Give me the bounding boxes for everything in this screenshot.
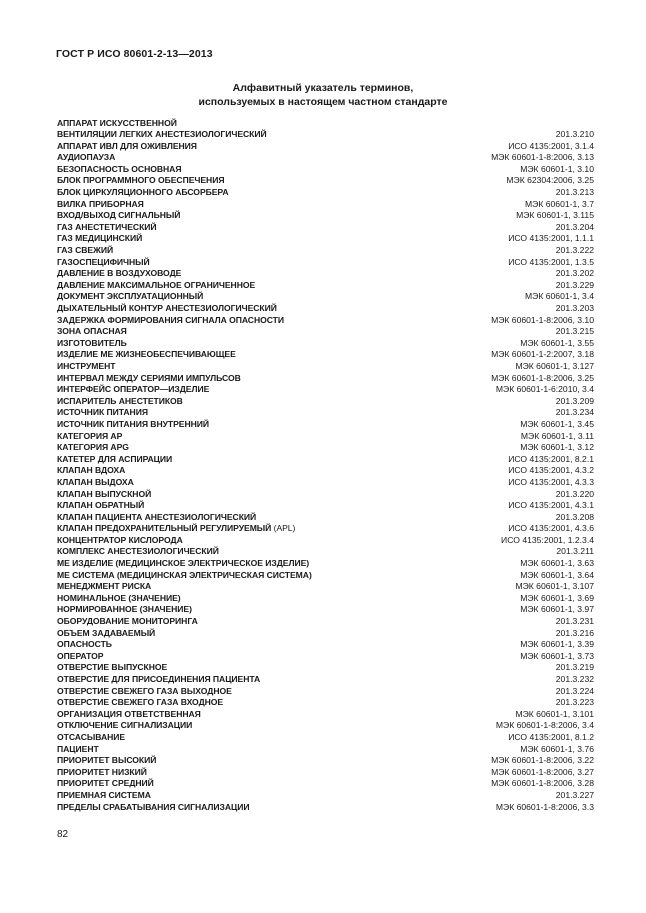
index-term bbox=[57, 767, 147, 779]
index-term bbox=[57, 373, 241, 385]
index-title bbox=[0, 81, 646, 109]
index-reference: МЭК 60601-1, 3.69 bbox=[520, 592, 594, 603]
index-reference: МЭК 60601-1-8:2006, 3.13 bbox=[491, 152, 594, 163]
index-entry bbox=[57, 604, 594, 616]
index-term-text: ДАВЛЕНИЕ В ВОЗДУХОВОДЕ bbox=[57, 268, 182, 279]
index-reference: МЭК 60601-1, 3.101 bbox=[515, 708, 594, 719]
index-entry bbox=[57, 523, 594, 535]
index-entry bbox=[57, 744, 594, 756]
index-term bbox=[57, 303, 277, 315]
index-term-text: ОТВЕРСТИЕ ДЛЯ ПРИСОЕДИНЕНИЯ ПАЦИЕНТА bbox=[57, 674, 261, 684]
index-entry bbox=[57, 419, 594, 431]
index-reference: МЭК 60601-1-8:2006, 3.3 bbox=[495, 801, 594, 812]
index-entry bbox=[57, 790, 594, 802]
index-term-text: ЗАДЕРЖКА ФОРМИРОВАНИЯ СИГНАЛА ОПАСНОСТИ bbox=[57, 314, 285, 325]
index-reference: МЭК 60601-1-8:2006, 3.10 bbox=[491, 314, 594, 325]
index-reference: МЭК 62304:2006, 3.25 bbox=[506, 175, 594, 186]
index-term bbox=[57, 129, 267, 141]
index-reference: 201.3.223 bbox=[555, 697, 594, 708]
index-term-text: ОРГАНИЗАЦИЯ ОТВЕТСТВЕННАЯ bbox=[57, 708, 201, 719]
index-reference: 201.3.219 bbox=[555, 662, 594, 673]
index-reference: 201.3.222 bbox=[555, 245, 594, 256]
index-term-text: ИЗДЕЛИЕ МЕ ЖИЗНЕОБЕСПЕЧИВАЮЩЕЕ bbox=[57, 349, 236, 360]
index-reference: ИСО 4135:2001, 1.2.3.4 bbox=[501, 534, 594, 545]
index-reference: 201.3.203 bbox=[555, 303, 594, 313]
index-entry bbox=[57, 709, 594, 721]
index-term-text: МЕНЕДЖМЕНТ РИСКА bbox=[57, 581, 152, 592]
index-term-text: АППАРАТ ИСКУССТВЕННОЙ bbox=[57, 117, 177, 128]
index-term bbox=[57, 802, 250, 814]
index-reference: 201.3.209 bbox=[555, 395, 594, 406]
index-reference: ИСО 4135:2001, 1.1.1 bbox=[508, 233, 594, 244]
index-title-line-2: используемых в настоящем частном стандарте bbox=[198, 96, 448, 108]
index-term bbox=[57, 744, 99, 756]
index-term-text: ИСТОЧНИК ПИТАНИЯ bbox=[57, 407, 148, 418]
index-term bbox=[57, 233, 142, 245]
index-term bbox=[57, 152, 115, 164]
index-term bbox=[57, 141, 197, 153]
index-term bbox=[57, 384, 209, 396]
index-entry bbox=[57, 257, 594, 269]
index-term bbox=[57, 593, 181, 605]
index-reference: 201.3.232 bbox=[555, 674, 594, 684]
index-term bbox=[57, 616, 198, 628]
index-reference: ИСО 4135:2001, 4.3.6 bbox=[508, 523, 594, 534]
index-term bbox=[57, 454, 172, 466]
index-term-text: ОТВЕРСТИЕ ВЫПУСКНОЕ bbox=[57, 662, 168, 673]
index-reference: МЭК 60601-1, 3.107 bbox=[515, 581, 594, 592]
index-reference: МЭК 60601-1-2:2007, 3.18 bbox=[491, 349, 594, 360]
index-term bbox=[57, 199, 144, 211]
index-entry bbox=[57, 199, 594, 211]
index-entry bbox=[57, 767, 594, 779]
index-term-text: ИСПАРИТЕЛЬ АНЕСТЕТИКОВ bbox=[57, 395, 183, 406]
index-term bbox=[57, 210, 180, 222]
index-entry bbox=[57, 697, 594, 709]
index-term-text: ИСТОЧНИК ПИТАНИЯ ВНУТРЕННИЙ bbox=[57, 418, 210, 429]
index-term bbox=[57, 523, 295, 535]
index-term-text: ВХОД/ВЫХОД СИГНАЛЬНЫЙ bbox=[57, 210, 181, 221]
index-term-text: БЛОК ПРОГРАММНОГО ОБЕСПЕЧЕНИЯ bbox=[57, 175, 225, 186]
index-term-text: ГАЗ МЕДИЦИНСКИЙ bbox=[57, 233, 143, 244]
index-term-text: КЛАПАН ОБРАТНЫЙ bbox=[57, 500, 145, 511]
index-term bbox=[57, 546, 219, 558]
index-term bbox=[57, 431, 122, 443]
index-term bbox=[57, 732, 125, 744]
index-term-text: НОМИНАЛЬНОЕ (ЗНАЧЕНИЕ) bbox=[57, 592, 181, 603]
index-term bbox=[57, 291, 203, 303]
index-reference: МЭК 60601-1, 3.64 bbox=[520, 569, 594, 580]
index-entry bbox=[57, 755, 594, 767]
index-reference: 201.3.216 bbox=[555, 627, 594, 638]
index-entry bbox=[57, 512, 594, 524]
index-term bbox=[57, 720, 192, 732]
index-reference: 201.3.211 bbox=[556, 546, 594, 557]
index-term-text: ПРЕДЕЛЫ СРАБАТЫВАНИЯ СИГНАЛИЗАЦИИ bbox=[57, 801, 250, 812]
index-term bbox=[57, 442, 129, 454]
index-reference: МЭК 60601-1-8:2006, 3.4 bbox=[495, 720, 594, 731]
index-entry bbox=[57, 175, 594, 187]
index-term bbox=[57, 755, 156, 767]
index-term bbox=[57, 407, 148, 419]
index-reference: 201.3.210 bbox=[555, 129, 594, 140]
index-entry bbox=[57, 778, 594, 790]
index-reference: 201.3.227 bbox=[555, 789, 594, 800]
index-term bbox=[57, 361, 115, 373]
index-reference: МЭК 60601-1, 3.63 bbox=[520, 558, 594, 569]
index-reference: МЭК 60601-1-8:2006, 3.25 bbox=[491, 372, 594, 383]
index-term bbox=[57, 477, 134, 489]
index-term bbox=[57, 175, 224, 187]
index-term bbox=[57, 500, 144, 512]
index-term-text: ГАЗ АНЕСТЕТИЧЕСКИЙ bbox=[57, 221, 157, 232]
index-reference: ИСО 4135:2001, 4.3.1 bbox=[508, 500, 594, 511]
index-term-text: НОРМИРОВАННОЕ (ЗНАЧЕНИЕ) bbox=[57, 604, 192, 615]
index-term-text: КОМПЛЕКС АНЕСТЕЗИОЛОГИЧЕСКИЙ bbox=[57, 546, 219, 557]
index-entry bbox=[57, 662, 594, 674]
index-entry bbox=[57, 361, 594, 373]
index-term-text: КАТЕТЕР ДЛЯ АСПИРАЦИИ bbox=[57, 453, 173, 464]
index-entry bbox=[57, 222, 594, 234]
index-reference: МЭК 60601-1, 3.11 bbox=[520, 430, 594, 441]
index-entry bbox=[57, 338, 594, 350]
index-entry bbox=[57, 303, 594, 315]
index-entry bbox=[57, 593, 594, 605]
index-entry bbox=[57, 384, 594, 396]
index-term bbox=[57, 118, 177, 130]
index-term bbox=[57, 535, 183, 547]
index-reference: ИСО 4135:2001, 3.1.4 bbox=[508, 140, 594, 151]
index-reference: МЭК 60601-1, 3.10 bbox=[520, 163, 594, 174]
index-term bbox=[57, 338, 127, 350]
index-entry bbox=[57, 129, 594, 141]
index-entry bbox=[57, 268, 594, 280]
index-term-text: КАТЕГОРИЯ АР bbox=[57, 430, 123, 441]
index-entry bbox=[57, 732, 594, 744]
index-entry bbox=[57, 152, 594, 164]
index-reference: МЭК 60601-1, 3.127 bbox=[515, 360, 594, 371]
index-term bbox=[57, 257, 150, 269]
index-term bbox=[57, 628, 155, 640]
index-reference: ИСО 4135:2001, 4.3.3 bbox=[508, 476, 594, 487]
index-entry bbox=[57, 245, 594, 257]
index-entry bbox=[57, 326, 594, 338]
index-term-text: ГАЗ СВЕЖИЙ bbox=[57, 245, 114, 256]
index-reference: 201.3.234 bbox=[555, 407, 594, 418]
index-term-text: ДЫХАТЕЛЬНЫЙ КОНТУР АНЕСТЕЗИОЛОГИЧЕСКИЙ bbox=[57, 303, 277, 313]
index-entry bbox=[57, 651, 594, 663]
index-entry bbox=[57, 454, 594, 466]
index-term-text: ИНТЕРФЕЙС ОПЕРАТОР—ИЗДЕЛИЕ bbox=[57, 384, 210, 395]
index-entry bbox=[57, 570, 594, 582]
index-reference: 201.3.224 bbox=[555, 685, 594, 696]
index-term-text: КЛАПАН ПАЦИЕНТА АНЕСТЕЗИОЛОГИЧЕСКИЙ bbox=[57, 511, 257, 522]
index-term-text: ПРИЕМНАЯ СИСТЕМА bbox=[57, 789, 151, 800]
index-entry bbox=[57, 465, 594, 477]
index-term-text: ДОКУМЕНТ ЭКСПЛУАТАЦИОННЫЙ bbox=[57, 291, 204, 302]
index-term bbox=[57, 326, 127, 338]
index-term bbox=[57, 604, 192, 616]
index-entry bbox=[57, 489, 594, 501]
index-term bbox=[57, 164, 181, 176]
index-term bbox=[57, 570, 312, 582]
index-term-text: ОТВЕРСТИЕ СВЕЖЕГО ГАЗА ВЫХОДНОЕ bbox=[57, 685, 232, 696]
index-term bbox=[57, 674, 260, 686]
index-entry bbox=[57, 686, 594, 698]
index-term-text: МЕ СИСТЕМА (МЕДИЦИНСКАЯ ЭЛЕКТРИЧЕСКАЯ СИСТЕМА) bbox=[57, 569, 312, 580]
index-reference: 201.3.202 bbox=[555, 268, 594, 279]
index-term bbox=[57, 662, 167, 674]
index-entry bbox=[57, 546, 594, 558]
index-reference: МЭК 60601-1-8:2006, 3.28 bbox=[491, 778, 594, 789]
index-reference: МЭК 60601-1, 3.7 bbox=[525, 198, 594, 209]
index-term bbox=[57, 709, 201, 721]
index-entry bbox=[57, 164, 594, 176]
index-term-text: ПРИОРИТЕТ НИЗКИЙ bbox=[57, 766, 147, 777]
index-term-text: ПРИОРИТЕТ ВЫСОКИЙ bbox=[57, 755, 157, 766]
index-reference: 201.3.231 bbox=[555, 616, 594, 627]
index-reference: 201.3.215 bbox=[555, 326, 594, 337]
index-reference: 201.3.220 bbox=[555, 488, 594, 499]
index-entry bbox=[57, 373, 594, 385]
index-reference: МЭК 60601-1, 3.4 bbox=[525, 291, 594, 302]
index-term bbox=[57, 349, 236, 361]
index-term bbox=[57, 581, 151, 593]
index-reference: ИСО 4135:2001, 8.2.1 bbox=[508, 453, 594, 464]
index-reference: МЭК 60601-1, 3.12 bbox=[520, 442, 594, 453]
index-entry bbox=[57, 628, 594, 640]
index-entry bbox=[57, 407, 594, 419]
index-term bbox=[57, 245, 113, 257]
index-term-text: КЛАПАН ВЫДОХА bbox=[57, 476, 134, 487]
index-term-text: ГАЗОСПЕЦИФИЧНЫЙ bbox=[57, 256, 150, 267]
index-term-text: КЛАПАН ВДОХА bbox=[57, 465, 126, 476]
index-term-text: ОТКЛЮЧЕНИЕ СИГНАЛИЗАЦИИ bbox=[57, 720, 193, 731]
index-term-abbreviation: (APL) bbox=[271, 523, 296, 534]
index-term-text: ЗОНА ОПАСНАЯ bbox=[57, 326, 127, 337]
index-reference: МЭК 60601-1, 3.39 bbox=[520, 639, 594, 650]
index-term-text: ОБЪЕМ ЗАДАВАЕМЫЙ bbox=[57, 627, 156, 638]
index-entry bbox=[57, 535, 594, 547]
index-reference: МЭК 60601-1-8:2006, 3.22 bbox=[491, 755, 594, 766]
index-reference: ИСО 4135:2001, 8.1.2 bbox=[508, 731, 594, 742]
index-reference: ИСО 4135:2001, 1.3.5 bbox=[508, 256, 594, 267]
index-term-text: ОТВЕРСТИЕ СВЕЖЕГО ГАЗА ВХОДНОЕ bbox=[57, 697, 224, 708]
index-entry bbox=[57, 500, 594, 512]
index-term bbox=[57, 639, 112, 651]
index-term-text: КЛАПАН ВЫПУСКНОЙ bbox=[57, 488, 152, 499]
index-entry bbox=[57, 187, 594, 199]
index-term-text: ИЗГОТОВИТЕЛЬ bbox=[57, 337, 127, 348]
index-term-text: КЛАПАН ПРЕДОХРАНИТЕЛЬНЫЙ РЕГУЛИРУЕМЫЙ bbox=[57, 523, 272, 534]
index-term bbox=[57, 778, 154, 790]
page-number: 82 bbox=[57, 829, 69, 840]
index-reference: МЭК 60601-1, 3.45 bbox=[520, 418, 594, 429]
index-term-text: ИНТЕРВАЛ МЕЖДУ СЕРИЯМИ ИМПУЛЬСОВ bbox=[57, 372, 241, 383]
index-reference: МЭК 60601-1, 3.76 bbox=[520, 743, 594, 754]
index-title-line-1: Алфавитный указатель терминов, bbox=[232, 82, 414, 94]
index-entry bbox=[57, 118, 594, 130]
index-reference: МЭК 60601-1-6:2010, 3.4 bbox=[495, 384, 594, 395]
index-entry bbox=[57, 396, 594, 408]
index-term-text: ПАЦИЕНТ bbox=[57, 743, 99, 754]
index-reference: 201.3.208 bbox=[555, 511, 594, 522]
index-term-text: КАТЕГОРИЯ APG bbox=[57, 442, 129, 453]
term-index-list bbox=[57, 118, 594, 814]
index-term-text: ВИЛКА ПРИБОРНАЯ bbox=[57, 198, 144, 209]
index-reference: 201.3.229 bbox=[555, 279, 594, 290]
index-term-text: ОТСАСЫВАНИЕ bbox=[57, 731, 126, 742]
index-entry bbox=[57, 141, 594, 153]
index-entry bbox=[57, 639, 594, 651]
index-entry bbox=[57, 431, 594, 443]
index-term bbox=[57, 558, 309, 570]
index-entry bbox=[57, 558, 594, 570]
index-term-text: ДАВЛЕНИЕ МАКСИМАЛЬНОЕ ОГРАНИЧЕННОЕ bbox=[57, 279, 256, 290]
index-term bbox=[57, 697, 223, 709]
index-term bbox=[57, 651, 103, 663]
index-reference: МЭК 60601-1, 3.73 bbox=[520, 650, 594, 661]
index-term-text: ИНСТРУМЕНТ bbox=[57, 360, 116, 371]
index-term bbox=[57, 686, 232, 698]
index-entry bbox=[57, 315, 594, 327]
index-term bbox=[57, 790, 151, 802]
document-header: ГОСТ Р ИСО 80601-2-13—2013 bbox=[56, 48, 213, 60]
index-entry bbox=[57, 291, 594, 303]
index-term bbox=[57, 187, 229, 199]
index-term-text: ПРИОРИТЕТ СРЕДНИЙ bbox=[57, 778, 154, 789]
index-term bbox=[57, 222, 157, 234]
index-term bbox=[57, 280, 255, 292]
index-term bbox=[57, 396, 183, 408]
index-term-text: КОНЦЕНТРАТОР КИСЛОРОДА bbox=[57, 534, 183, 545]
index-entry bbox=[57, 210, 594, 222]
index-term-text: БЛОК ЦИРКУЛЯЦИОННОГО АБСОРБЕРА bbox=[57, 187, 229, 198]
index-term bbox=[57, 315, 284, 327]
index-term-text: БЕЗОПАСНОСТЬ ОСНОВНАЯ bbox=[57, 163, 182, 174]
index-term bbox=[57, 419, 209, 431]
index-term bbox=[57, 489, 151, 501]
index-reference: ИСО 4135:2001, 4.3.2 bbox=[508, 465, 594, 476]
index-entry bbox=[57, 720, 594, 732]
index-reference: 201.3.204 bbox=[555, 221, 594, 232]
index-entry bbox=[57, 802, 594, 814]
index-reference: 201.3.213 bbox=[555, 187, 594, 198]
index-term bbox=[57, 512, 256, 524]
index-term-text: ВЕНТИЛЯЦИИ ЛЕГКИХ АНЕСТЕЗИОЛОГИЧЕСКИЙ bbox=[57, 129, 267, 140]
index-entry bbox=[57, 581, 594, 593]
index-term-text: ОБОРУДОВАНИЕ МОНИТОРИНГА bbox=[57, 616, 198, 627]
index-reference: МЭК 60601-1, 3.97 bbox=[520, 604, 594, 615]
index-reference: МЭК 60601-1-8:2006, 3.27 bbox=[491, 766, 594, 777]
index-entry bbox=[57, 349, 594, 361]
index-term-text: МЕ ИЗДЕЛИЕ (МЕДИЦИНСКОЕ ЭЛЕКТРИЧЕСКОЕ ИЗДЕЛИЕ) bbox=[57, 558, 310, 569]
index-entry bbox=[57, 442, 594, 454]
index-term bbox=[57, 268, 181, 280]
index-term-text: ОПЕРАТОР bbox=[57, 650, 104, 661]
index-term-text: АУДИОПАУЗА bbox=[57, 152, 116, 163]
index-reference: МЭК 60601-1, 3.55 bbox=[520, 337, 594, 348]
index-entry bbox=[57, 477, 594, 489]
index-term-text: АППАРАТ ИВЛ ДЛЯ ОЖИВЛЕНИЯ bbox=[57, 140, 197, 151]
index-term-text: ОПАСНОСТЬ bbox=[57, 639, 112, 650]
index-entry bbox=[57, 616, 594, 628]
index-entry bbox=[57, 280, 594, 292]
index-entry bbox=[57, 674, 594, 686]
index-entry bbox=[57, 233, 594, 245]
index-term bbox=[57, 465, 125, 477]
index-reference: МЭК 60601-1, 3.115 bbox=[516, 210, 594, 221]
